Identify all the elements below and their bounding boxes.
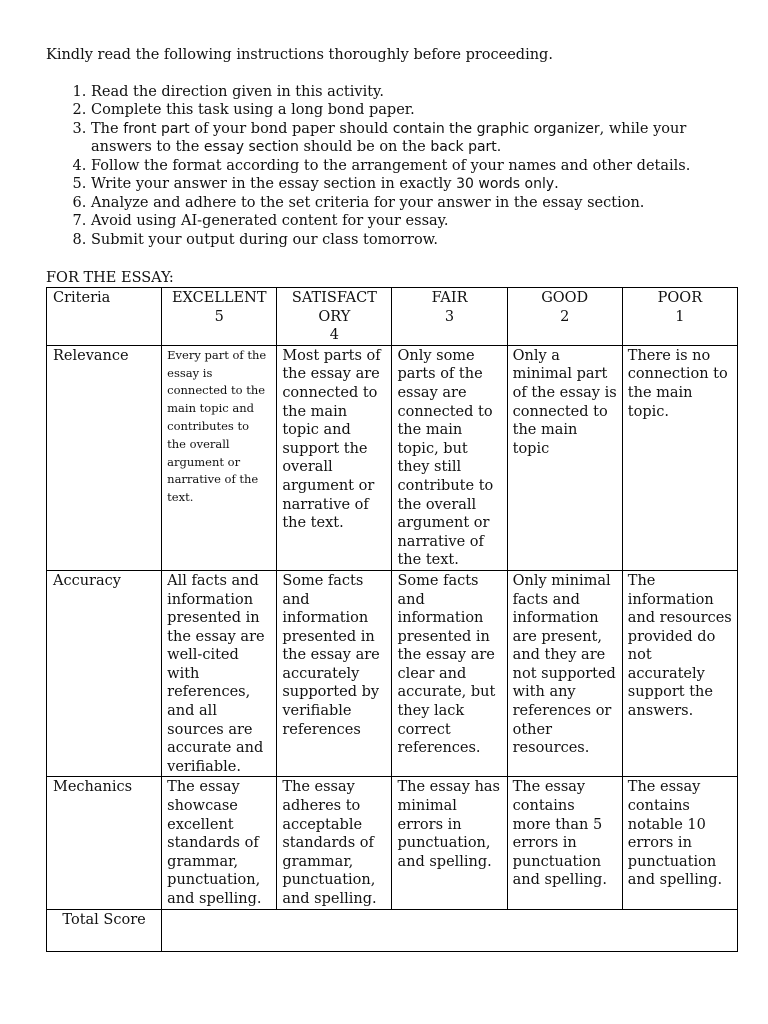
level-score: 2 [560,308,570,325]
emphasized-text: 30 words only [456,176,555,192]
rubric-cell: The essay contains more than 5 errors in punctuation and spelling. [507,777,622,909]
total-score-field[interactable] [162,909,738,951]
instruction-item [91,175,738,194]
level-label: EXCELLENT [171,290,267,306]
instruction-text: , while your answers to the [91,120,687,155]
instructions-list [46,83,738,250]
rubric-total-row [47,909,738,951]
instruction-item [91,83,738,102]
level-label: SATISFACT ORY [291,290,377,325]
instruction-item [91,212,738,231]
level-score: 3 [444,308,455,325]
level-header-fair [392,288,507,346]
rubric-cell: Every part of the essay is connected to the main topic and contributes to the overall argument or narrative of the text. [162,345,277,570]
instruction-item [91,194,738,213]
rubric-table [46,287,738,952]
total-score-label: Total Score [47,909,162,951]
instruction-text: Analyze and adhere to the set criteria for your answer in the essay section. [91,194,645,211]
instruction-item [91,157,738,176]
level-header-poor [622,288,737,346]
rubric-cell: The information and resources provided do not accurately support the answers. [622,570,737,777]
level-header-good [507,288,622,346]
rubric-row-relevance [47,345,738,570]
rubric-header-row [47,288,738,346]
level-header-excellent [162,288,277,346]
rubric-cell: Only a minimal part of the essay is connected to the main topic [507,345,622,570]
instruction-text: Complete this task using a long bond paper. [91,102,415,118]
level-score: 1 [675,308,685,325]
rubric-cell: Most parts of the essay are connected to the main topic and support the overall argument or narrative of the text. [277,345,392,570]
rubric-cell: All facts and information presented in the essay are well-cited with references, and all sources are accurate and verifiable. [162,570,277,777]
instruction-text: Follow the format according to the arrangement of your names and other details. [91,157,691,174]
rubric-cell: Only some parts of the essay are connected to the main topic, but they still contribute to the overall argument or narrative of the text. [392,345,507,570]
instruction-text: Write your answer in the essay section in exactly [91,176,457,192]
instruction-text: Submit your output during our class tomorrow. [91,231,438,248]
rubric-cell: The essay contains notable 10 errors in punctuation and spelling. [622,777,737,909]
instruction-text: Read the direction given in this activity. [91,83,384,100]
document-page [46,46,738,952]
intro-text: Kindly read the following instructions thoroughly before proceeding. [46,47,553,63]
rubric-cell: The essay showcase excellent standards of grammar, punctuation, and spelling. [162,777,277,909]
rubric-row-accuracy [47,570,738,777]
level-label: GOOD [541,290,589,306]
level-score: 4 [329,327,339,344]
instruction-text: should be on the [298,139,431,155]
criteria-header: Criteria [47,288,162,346]
instruction-item [91,101,738,120]
instruction-text: of your bond paper should [189,120,393,137]
criterion-label: Mechanics [47,777,162,909]
level-label: POOR [657,290,703,306]
instruction-text: . [554,176,559,192]
level-header-satisfactory [277,288,392,346]
instruction-text: Avoid using AI-generated content for your essay. [91,213,449,229]
rubric-cell: The essay has minimal errors in punctuation, and spelling. [392,777,507,909]
rubric-cell: The essay adheres to acceptable standards of grammar, punctuation, and spelling. [277,777,392,909]
essay-heading: FOR THE ESSAY: [46,270,174,286]
rubric-cell: Some facts and information presented in the essay are clear and accurate, but they lack correct references. [392,570,507,777]
emphasized-text: back part. [430,139,502,155]
emphasized-text: essay section [203,139,299,155]
criterion-label: Relevance [47,345,162,570]
level-score: 5 [214,308,224,325]
rubric-row-mechanics [47,777,738,909]
instruction-text: The [91,120,124,137]
level-label: FAIR [431,290,468,306]
rubric-cell: Only minimal facts and information are present, and they are not supported with any references or other resources. [507,570,622,777]
instruction-item [91,231,738,250]
rubric-cell: There is no connection to the main topic. [622,345,737,570]
instruction-item [91,120,738,157]
emphasized-text: front part [123,120,190,137]
criterion-label: Accuracy [47,570,162,777]
emphasized-text: contain the graphic organizer [392,120,600,137]
rubric-cell: Some facts and information presented in the essay are accurately supported by verifiable references [277,570,392,777]
